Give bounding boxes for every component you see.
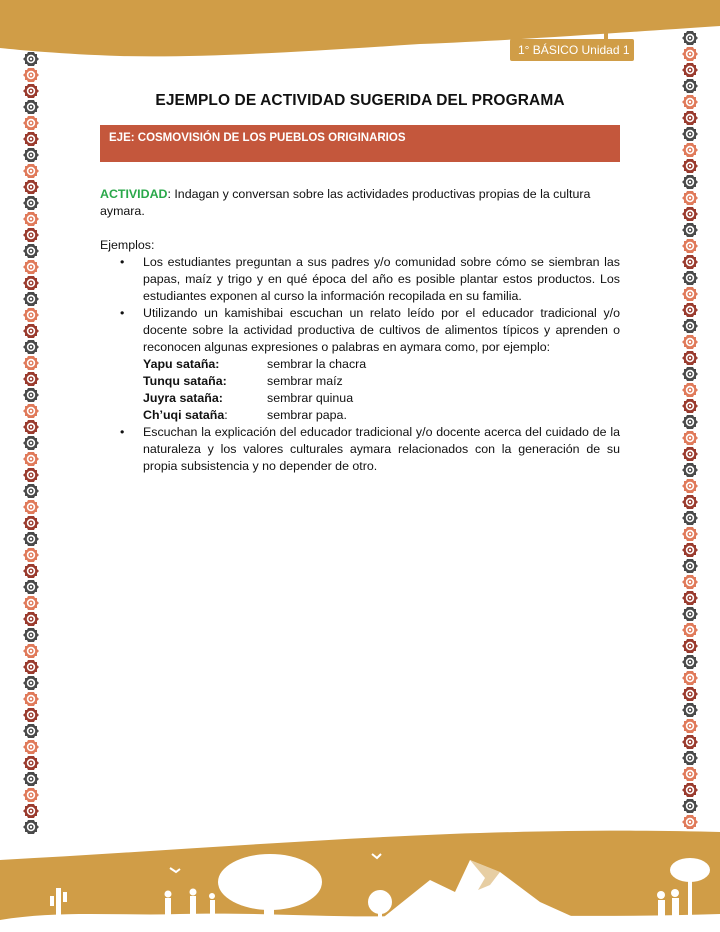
knot-pattern-icon [682, 367, 698, 381]
knot-pattern-icon [682, 415, 698, 429]
knot-pattern-icon [682, 303, 698, 317]
knot-pattern-icon [23, 708, 39, 722]
knot-pattern-icon [682, 719, 698, 733]
list-item [100, 424, 620, 475]
knot-pattern-icon [682, 799, 698, 813]
knot-pattern-icon [682, 591, 698, 605]
knot-pattern-icon [682, 687, 698, 701]
knot-pattern-icon [682, 159, 698, 173]
knot-pattern-icon [23, 260, 39, 274]
knot-pattern-icon [23, 532, 39, 546]
bullet-icon: • [120, 425, 125, 439]
knot-pattern-icon [23, 244, 39, 258]
knot-pattern-icon [23, 788, 39, 802]
knot-pattern-icon [682, 703, 698, 717]
knot-pattern-icon [23, 660, 39, 674]
knot-pattern-icon [682, 511, 698, 525]
examples-list [100, 254, 620, 475]
term: Ch’uqi sataña [143, 408, 225, 422]
knot-pattern-icon [682, 79, 698, 93]
knot-pattern-icon [23, 52, 39, 66]
knot-pattern-icon [682, 767, 698, 781]
knot-pattern-icon [23, 596, 39, 610]
knot-pattern-icon [682, 47, 698, 61]
knot-pattern-icon [682, 559, 698, 573]
knot-pattern-icon [682, 255, 698, 269]
knot-pattern-icon [23, 740, 39, 754]
knot-pattern-icon [23, 436, 39, 450]
knot-pattern-icon [23, 452, 39, 466]
knot-pattern-icon [682, 223, 698, 237]
list-item-text: Utilizando un kamishibai escuchan un relato leído por el educador tradicional y/o docente sobre la actividad productiva de cultivos de alimentos típicos y aprenden o reconocen algunas expresiones o palabras en aymara como, por ejemplo: [143, 306, 620, 354]
activity-label: ACTIVIDAD [100, 187, 168, 201]
knot-pattern-icon [23, 420, 39, 434]
knot-pattern-icon [23, 388, 39, 402]
knot-pattern-icon [23, 324, 39, 338]
list-item [100, 305, 620, 424]
term-meaning: sembrar la chacra [267, 357, 367, 371]
knot-pattern-icon [23, 308, 39, 322]
term-meaning: sembrar quinua [267, 391, 354, 405]
right-border-pattern [682, 31, 700, 829]
knot-pattern-icon [682, 191, 698, 205]
knot-pattern-icon [682, 447, 698, 461]
knot-pattern-icon [682, 271, 698, 285]
knot-pattern-icon [23, 212, 39, 226]
knot-pattern-icon [682, 735, 698, 749]
knot-pattern-icon [23, 68, 39, 82]
list-item [100, 254, 620, 305]
knot-pattern-icon [682, 607, 698, 621]
activity-text: Indagan y conversan sobre las actividades productivas propias de la cultura aymara. [100, 187, 591, 218]
knot-pattern-icon [682, 143, 698, 157]
knot-pattern-icon [23, 580, 39, 594]
knot-pattern-icon [682, 63, 698, 77]
knot-pattern-icon [682, 207, 698, 221]
knot-pattern-icon [682, 351, 698, 365]
knot-pattern-icon [682, 575, 698, 589]
knot-pattern-icon [23, 756, 39, 770]
knot-pattern-icon [23, 500, 39, 514]
knot-pattern-icon [682, 239, 698, 253]
knot-pattern-icon [682, 815, 698, 829]
knot-pattern-icon [682, 479, 698, 493]
knot-pattern-icon [23, 692, 39, 706]
knot-pattern-icon [682, 127, 698, 141]
term-meaning: sembrar maíz [267, 374, 343, 388]
term: Yapu sataña: [143, 357, 220, 371]
activity-separator: : [167, 187, 175, 201]
footer-landscape-illustration [0, 830, 720, 932]
bullet-icon: • [120, 306, 125, 320]
term: Juyra sataña: [143, 391, 223, 405]
knot-pattern-icon [23, 676, 39, 690]
knot-pattern-icon [682, 319, 698, 333]
activity-line [100, 186, 620, 220]
knot-pattern-icon [682, 543, 698, 557]
knot-pattern-icon [23, 132, 39, 146]
knot-pattern-icon [682, 495, 698, 509]
knot-pattern-icon [23, 164, 39, 178]
knot-pattern-icon [682, 655, 698, 669]
knot-pattern-icon [23, 340, 39, 354]
knot-pattern-icon [23, 804, 39, 818]
knot-pattern-icon [23, 484, 39, 498]
knot-pattern-icon [23, 356, 39, 370]
knot-pattern-icon [23, 628, 39, 642]
knot-pattern-icon [682, 623, 698, 637]
knot-pattern-icon [23, 116, 39, 130]
term-meaning: sembrar papa. [267, 408, 347, 422]
knot-pattern-icon [23, 404, 39, 418]
examples-heading: Ejemplos: [100, 238, 155, 252]
knot-pattern-icon [682, 287, 698, 301]
knot-pattern-icon [682, 463, 698, 477]
knot-pattern-icon [682, 111, 698, 125]
knot-pattern-icon [682, 671, 698, 685]
unit-label: 1° BÁSICO Unidad 1 [510, 39, 634, 61]
knot-pattern-icon [23, 644, 39, 658]
term-suffix: : [224, 408, 228, 422]
knot-pattern-icon [23, 276, 39, 290]
knot-pattern-icon [23, 612, 39, 626]
knot-pattern-icon [23, 196, 39, 210]
knot-pattern-icon [23, 180, 39, 194]
knot-pattern-icon [23, 564, 39, 578]
knot-pattern-icon [23, 228, 39, 242]
page-title: EJEMPLO DE ACTIVIDAD SUGERIDA DEL PROGRAMA [155, 92, 565, 109]
knot-pattern-icon [23, 468, 39, 482]
knot-pattern-icon [23, 372, 39, 386]
knot-pattern-icon [23, 292, 39, 306]
knot-pattern-icon [23, 516, 39, 530]
knot-pattern-icon [682, 639, 698, 653]
knot-pattern-icon [682, 783, 698, 797]
term: Tunqu sataña: [143, 374, 227, 388]
aymara-terms [143, 356, 620, 424]
knot-pattern-icon [682, 751, 698, 765]
knot-pattern-icon [23, 724, 39, 738]
eje-banner [100, 125, 620, 162]
knot-pattern-icon [23, 548, 39, 562]
activity-content [100, 186, 620, 475]
knot-pattern-icon [23, 148, 39, 162]
eje-label: EJE: COSMOVISIÓN DE LOS PUEBLOS ORIGINARIOS [109, 132, 406, 144]
list-item-text: Los estudiantes preguntan a sus padres y/o comunidad sobre cómo se siembran las papas, maíz y trigo y en qué época del año es posible plantar estos productos. Los estudiantes exponen al curso la información recopilada en su familia. [143, 255, 620, 303]
knot-pattern-icon [682, 31, 698, 45]
list-item-text: Escuchan la explicación del educador tradicional y/o docente acerca del cuidado de la naturaleza y los valores culturales aymara relacionados con la generación de su propia subsistencia y no depender de otro. [143, 425, 620, 473]
knot-pattern-icon [682, 527, 698, 541]
left-border-pattern [23, 52, 41, 834]
knot-pattern-icon [682, 383, 698, 397]
knot-pattern-icon [682, 175, 698, 189]
knot-pattern-icon [682, 399, 698, 413]
knot-pattern-icon [682, 431, 698, 445]
knot-pattern-icon [23, 772, 39, 786]
knot-pattern-icon [682, 335, 698, 349]
term-wrap [143, 407, 267, 424]
bullet-icon: • [120, 255, 125, 269]
